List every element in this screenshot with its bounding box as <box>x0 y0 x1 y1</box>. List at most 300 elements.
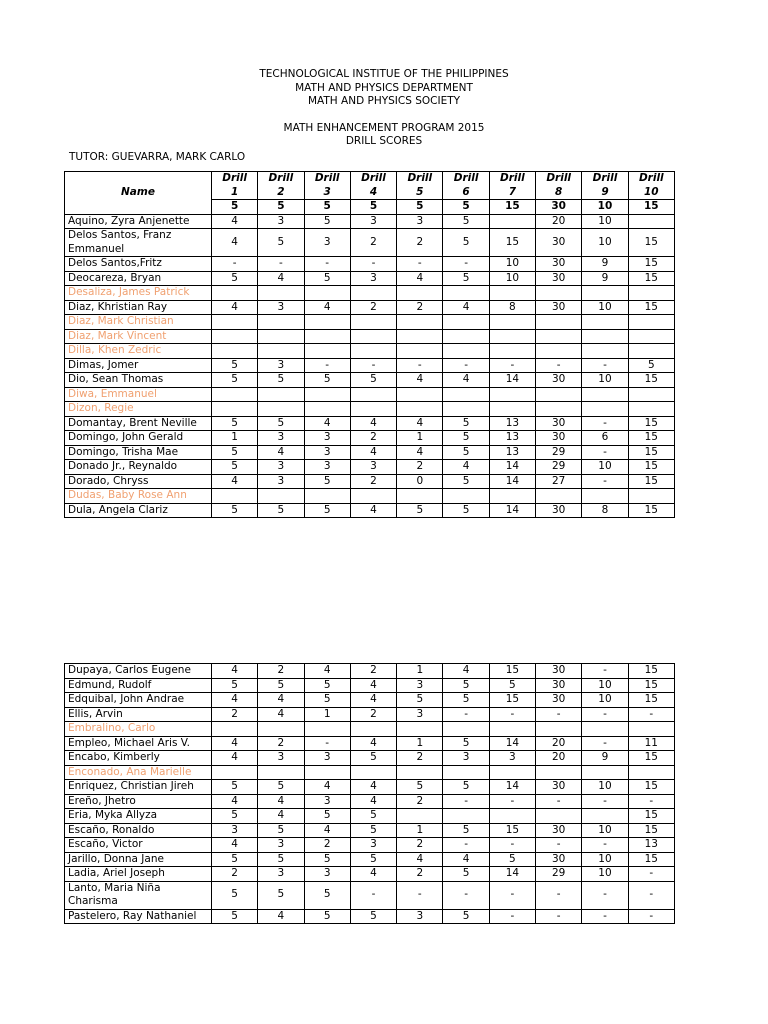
score-cell: - <box>489 707 535 722</box>
drill-column-header: Drill 3 <box>304 172 350 200</box>
score-cell: - <box>536 838 582 853</box>
score-cell: 2 <box>350 300 396 315</box>
score-cell: 20 <box>536 736 582 751</box>
table-row <box>65 286 675 301</box>
drill-scores-table-1 <box>64 171 675 518</box>
score-cell: 2 <box>397 751 443 766</box>
score-cell: 3 <box>304 445 350 460</box>
score-cell <box>536 402 582 417</box>
score-cell: - <box>582 881 628 909</box>
student-name-cell: Diaz, Khristian Ray <box>65 300 212 315</box>
score-cell: 5 <box>443 474 489 489</box>
score-cell: 14 <box>489 780 535 795</box>
score-cell: 5 <box>489 678 535 693</box>
score-cell <box>582 315 628 330</box>
score-cell: 3 <box>489 751 535 766</box>
score-cell: 15 <box>628 693 674 708</box>
score-cell: 3 <box>304 794 350 809</box>
score-cell <box>489 387 535 402</box>
score-cell: 15 <box>628 852 674 867</box>
student-name-cell: Edquibal, John Andrae <box>65 693 212 708</box>
score-cell: 3 <box>304 229 350 257</box>
drill-column-header: Drill 1 <box>211 172 257 200</box>
student-name-cell: Empleo, Michael Aris V. <box>65 736 212 751</box>
score-cell: 10 <box>489 257 535 272</box>
score-cell: 5 <box>211 909 257 924</box>
score-cell: - <box>443 257 489 272</box>
score-cell <box>628 387 674 402</box>
student-name-cell: Eria, Myka Allyza <box>65 809 212 824</box>
score-cell: 5 <box>628 358 674 373</box>
score-cell: - <box>443 707 489 722</box>
table-row <box>65 373 675 388</box>
score-cell: 4 <box>211 664 257 679</box>
score-cell: 2 <box>304 838 350 853</box>
score-cell: 5 <box>304 503 350 518</box>
score-cell <box>489 315 535 330</box>
score-cell <box>443 286 489 301</box>
score-cell: 6 <box>582 431 628 446</box>
score-cell: - <box>489 838 535 853</box>
table-row <box>65 344 675 359</box>
score-cell <box>628 329 674 344</box>
score-cell: 2 <box>397 229 443 257</box>
table-row <box>65 736 675 751</box>
table-row <box>65 416 675 431</box>
score-cell: 10 <box>582 214 628 229</box>
score-cell: 5 <box>443 780 489 795</box>
student-name-cell: Embralino, Carlo <box>65 722 212 737</box>
score-cell: 20 <box>536 751 582 766</box>
table-row <box>65 358 675 373</box>
score-cell <box>536 809 582 824</box>
score-cell: 15 <box>489 664 535 679</box>
score-cell <box>304 329 350 344</box>
score-cell: 30 <box>536 823 582 838</box>
score-cell <box>258 722 304 737</box>
student-name-cell: Deocareza, Bryan <box>65 271 212 286</box>
score-cell <box>489 214 535 229</box>
student-name-cell: Domantay, Brent Neville <box>65 416 212 431</box>
score-cell <box>489 344 535 359</box>
score-cell <box>582 722 628 737</box>
student-name-cell: Diaz, Mark Christian <box>65 315 212 330</box>
score-cell: 13 <box>628 838 674 853</box>
score-cell: 10 <box>582 373 628 388</box>
score-cell: 9 <box>582 751 628 766</box>
score-cell <box>304 489 350 504</box>
score-cell <box>258 344 304 359</box>
score-cell <box>628 489 674 504</box>
student-name-cell: Escaño, Ronaldo <box>65 823 212 838</box>
score-cell <box>258 402 304 417</box>
score-cell: 3 <box>304 867 350 882</box>
score-cell: 11 <box>628 736 674 751</box>
drill-column-header: Drill 2 <box>258 172 304 200</box>
institute-name: TECHNOLOGICAL INSTITUE OF THE PHILIPPINES <box>259 68 509 80</box>
score-cell: 5 <box>211 780 257 795</box>
score-cell: 15 <box>628 431 674 446</box>
score-cell <box>536 765 582 780</box>
score-cell: 5 <box>443 823 489 838</box>
score-cell: 5 <box>211 373 257 388</box>
score-cell: 1 <box>397 431 443 446</box>
student-name-cell: Dimas, Jomer <box>65 358 212 373</box>
max-score-cell: 5 <box>211 200 257 215</box>
score-cell: 5 <box>443 431 489 446</box>
score-cell <box>536 344 582 359</box>
table-row <box>65 909 675 924</box>
drill-scores-table-2 <box>64 663 675 924</box>
score-cell <box>536 329 582 344</box>
score-cell: 30 <box>536 852 582 867</box>
score-cell <box>536 387 582 402</box>
score-cell: 3 <box>443 751 489 766</box>
score-cell: 2 <box>397 300 443 315</box>
score-cell <box>350 329 396 344</box>
score-cell: 13 <box>489 416 535 431</box>
table-row <box>65 257 675 272</box>
table-row <box>65 693 675 708</box>
score-cell <box>304 765 350 780</box>
score-cell: 1 <box>304 707 350 722</box>
score-cell: 3 <box>258 358 304 373</box>
score-cell: 30 <box>536 229 582 257</box>
student-name-cell: Ellis, Arvin <box>65 707 212 722</box>
score-cell: - <box>628 909 674 924</box>
max-score-cell: 5 <box>350 200 396 215</box>
student-name-cell: Desaliza, James Patrick <box>65 286 212 301</box>
table-row <box>65 678 675 693</box>
score-cell: 4 <box>211 229 257 257</box>
max-score-cell: 15 <box>489 200 535 215</box>
student-name-cell: Dula, Angela Clariz <box>65 503 212 518</box>
table-row <box>65 664 675 679</box>
score-cell <box>304 387 350 402</box>
score-cell: 3 <box>211 823 257 838</box>
score-cell: - <box>582 664 628 679</box>
score-cell: 30 <box>536 300 582 315</box>
score-cell <box>211 402 257 417</box>
student-name-cell: Domingo, John Gerald <box>65 431 212 446</box>
student-name-cell: Delos Santos, Franz Emmanuel <box>65 229 212 257</box>
score-cell: - <box>489 909 535 924</box>
score-cell <box>582 329 628 344</box>
score-cell <box>258 315 304 330</box>
score-cell: 15 <box>628 271 674 286</box>
score-cell <box>536 315 582 330</box>
score-cell <box>489 329 535 344</box>
table-row <box>65 474 675 489</box>
score-cell <box>258 387 304 402</box>
score-cell: 5 <box>397 780 443 795</box>
score-cell: 15 <box>489 229 535 257</box>
score-cell: 3 <box>350 271 396 286</box>
score-cell: 2 <box>211 707 257 722</box>
score-cell: - <box>628 794 674 809</box>
score-cell: - <box>350 257 396 272</box>
score-cell <box>258 329 304 344</box>
score-cell: 30 <box>536 503 582 518</box>
document-title: DRILL SCORES <box>345 135 423 147</box>
score-cell: 4 <box>211 838 257 853</box>
score-cell: 10 <box>582 460 628 475</box>
score-cell: 5 <box>211 445 257 460</box>
score-cell: 3 <box>258 431 304 446</box>
score-cell: 9 <box>582 257 628 272</box>
score-cell: 30 <box>536 693 582 708</box>
score-cell <box>489 722 535 737</box>
score-cell: 5 <box>350 751 396 766</box>
score-cell: 5 <box>258 823 304 838</box>
student-name-cell: Enconado, Ana Marielle <box>65 765 212 780</box>
student-name-cell: Dio, Sean Thomas <box>65 373 212 388</box>
score-cell: 4 <box>397 271 443 286</box>
drill-column-header: Drill 4 <box>350 172 396 200</box>
drill-column-header: Drill 10 <box>628 172 674 200</box>
table-row <box>65 881 675 909</box>
score-cell <box>582 765 628 780</box>
score-cell: 5 <box>211 460 257 475</box>
score-cell: 10 <box>582 867 628 882</box>
score-cell <box>582 387 628 402</box>
score-cell <box>443 344 489 359</box>
score-cell <box>582 286 628 301</box>
header-row <box>65 172 675 200</box>
score-cell: 5 <box>443 214 489 229</box>
score-cell <box>628 765 674 780</box>
score-cell: - <box>536 794 582 809</box>
student-name-cell: Diaz, Mark Vincent <box>65 329 212 344</box>
score-cell: 15 <box>628 445 674 460</box>
score-cell: 29 <box>536 867 582 882</box>
score-cell: - <box>443 838 489 853</box>
score-cell: 27 <box>536 474 582 489</box>
score-cell: 30 <box>536 780 582 795</box>
score-cell: - <box>582 474 628 489</box>
score-cell: 14 <box>489 373 535 388</box>
max-score-cell: 30 <box>536 200 582 215</box>
document-header <box>0 68 768 149</box>
score-cell <box>443 315 489 330</box>
score-cell: 4 <box>258 445 304 460</box>
score-cell: 5 <box>258 416 304 431</box>
score-cell: 4 <box>397 852 443 867</box>
score-cell: - <box>582 909 628 924</box>
score-cell <box>397 344 443 359</box>
student-name-cell: Delos Santos,Fritz <box>65 257 212 272</box>
score-cell: 10 <box>582 300 628 315</box>
score-cell <box>350 489 396 504</box>
score-cell: 4 <box>258 707 304 722</box>
score-cell: 15 <box>628 809 674 824</box>
score-cell: 3 <box>258 751 304 766</box>
score-cell: 4 <box>443 664 489 679</box>
drill-column-header: Drill 6 <box>443 172 489 200</box>
score-cell: 2 <box>211 867 257 882</box>
score-cell: 30 <box>536 678 582 693</box>
score-cell: 5 <box>304 678 350 693</box>
student-name-cell: Pastelero, Ray Nathaniel <box>65 909 212 924</box>
student-name-cell: Dupaya, Carlos Eugene <box>65 664 212 679</box>
student-name-cell: Aquino, Zyra Anjenette <box>65 214 212 229</box>
score-cell: 10 <box>582 823 628 838</box>
score-cell: 4 <box>211 474 257 489</box>
score-cell <box>397 489 443 504</box>
score-cell: 10 <box>489 271 535 286</box>
score-cell: 15 <box>628 751 674 766</box>
score-cell: 14 <box>489 736 535 751</box>
score-cell <box>211 329 257 344</box>
score-cell: - <box>628 867 674 882</box>
score-cell: 3 <box>304 751 350 766</box>
student-name-cell: Dorado, Chryss <box>65 474 212 489</box>
score-cell: 4 <box>258 909 304 924</box>
score-cell: 3 <box>258 867 304 882</box>
drill-column-header: Drill 9 <box>582 172 628 200</box>
score-cell: 15 <box>628 474 674 489</box>
score-cell: 15 <box>628 460 674 475</box>
score-cell: 3 <box>258 474 304 489</box>
score-cell: 5 <box>350 909 396 924</box>
score-cell: - <box>489 881 535 909</box>
score-cell: 5 <box>211 416 257 431</box>
score-cell <box>536 286 582 301</box>
score-cell <box>211 765 257 780</box>
table-row <box>65 387 675 402</box>
score-cell: 1 <box>211 431 257 446</box>
score-cell: 4 <box>397 373 443 388</box>
score-cell <box>582 402 628 417</box>
score-cell: 14 <box>489 867 535 882</box>
score-cell: 4 <box>211 751 257 766</box>
score-cell <box>304 722 350 737</box>
score-cell: 4 <box>350 794 396 809</box>
score-cell <box>350 286 396 301</box>
score-cell: 3 <box>397 678 443 693</box>
score-cell <box>258 765 304 780</box>
score-cell: 15 <box>628 678 674 693</box>
score-cell: 2 <box>350 431 396 446</box>
score-cell: 1 <box>397 664 443 679</box>
score-cell: - <box>536 909 582 924</box>
score-cell: 4 <box>304 664 350 679</box>
score-cell: 2 <box>258 736 304 751</box>
score-cell <box>397 722 443 737</box>
score-cell <box>211 387 257 402</box>
score-cell: 15 <box>628 373 674 388</box>
drill-column-header: Drill 5 <box>397 172 443 200</box>
score-cell: 5 <box>443 445 489 460</box>
score-cell: 4 <box>211 300 257 315</box>
score-cell: 2 <box>350 664 396 679</box>
student-name-cell: Dilla, Khen Zedric <box>65 344 212 359</box>
drill-column-header: Drill 7 <box>489 172 535 200</box>
score-cell <box>258 286 304 301</box>
score-cell: 4 <box>350 867 396 882</box>
score-cell: 5 <box>211 852 257 867</box>
student-name-cell: Ladia, Ariel Joseph <box>65 867 212 882</box>
score-cell: 5 <box>443 867 489 882</box>
score-cell: 29 <box>536 460 582 475</box>
score-cell: 4 <box>211 794 257 809</box>
score-cell: - <box>628 881 674 909</box>
score-cell <box>211 344 257 359</box>
score-cell: 4 <box>350 445 396 460</box>
table-row <box>65 503 675 518</box>
score-cell: - <box>582 794 628 809</box>
score-cell: 5 <box>304 909 350 924</box>
score-cell <box>304 315 350 330</box>
table-row <box>65 271 675 286</box>
table-row <box>65 751 675 766</box>
score-cell: 4 <box>443 852 489 867</box>
table-row <box>65 838 675 853</box>
score-cell <box>304 402 350 417</box>
score-cell: 4 <box>258 693 304 708</box>
score-cell: 4 <box>211 693 257 708</box>
score-cell: 4 <box>304 416 350 431</box>
score-cell: 3 <box>258 214 304 229</box>
score-cell: 15 <box>628 416 674 431</box>
score-cell: - <box>536 358 582 373</box>
max-score-cell: 5 <box>443 200 489 215</box>
score-cell: 3 <box>258 300 304 315</box>
score-cell: 5 <box>304 693 350 708</box>
score-cell: 2 <box>350 707 396 722</box>
score-cell: 4 <box>258 271 304 286</box>
score-cell: 2 <box>350 229 396 257</box>
score-cell: - <box>443 794 489 809</box>
score-cell <box>628 344 674 359</box>
score-cell: 5 <box>258 503 304 518</box>
score-cell: 15 <box>489 823 535 838</box>
score-cell <box>443 765 489 780</box>
score-cell: 5 <box>443 909 489 924</box>
score-cell <box>304 344 350 359</box>
score-cell: 10 <box>582 693 628 708</box>
score-cell: 8 <box>489 300 535 315</box>
table-row <box>65 489 675 504</box>
score-cell: 2 <box>258 664 304 679</box>
score-cell: - <box>536 881 582 909</box>
score-cell: 3 <box>350 214 396 229</box>
score-cell: 4 <box>350 678 396 693</box>
score-cell <box>350 402 396 417</box>
table-header <box>65 172 675 215</box>
score-cell: 5 <box>258 881 304 909</box>
table-row <box>65 300 675 315</box>
score-cell: 15 <box>628 257 674 272</box>
score-cell: 5 <box>211 271 257 286</box>
table-row <box>65 780 675 795</box>
score-cell <box>582 809 628 824</box>
score-cell: 5 <box>304 881 350 909</box>
score-cell: - <box>489 358 535 373</box>
score-cell <box>350 387 396 402</box>
score-cell: 15 <box>628 229 674 257</box>
score-cell: 5 <box>211 881 257 909</box>
score-cell: 5 <box>443 271 489 286</box>
score-cell: - <box>304 736 350 751</box>
score-cell: 10 <box>582 852 628 867</box>
score-cell: - <box>350 881 396 909</box>
score-cell <box>443 329 489 344</box>
table-row <box>65 722 675 737</box>
max-score-cell: 5 <box>258 200 304 215</box>
table-row <box>65 329 675 344</box>
score-cell: 13 <box>489 431 535 446</box>
